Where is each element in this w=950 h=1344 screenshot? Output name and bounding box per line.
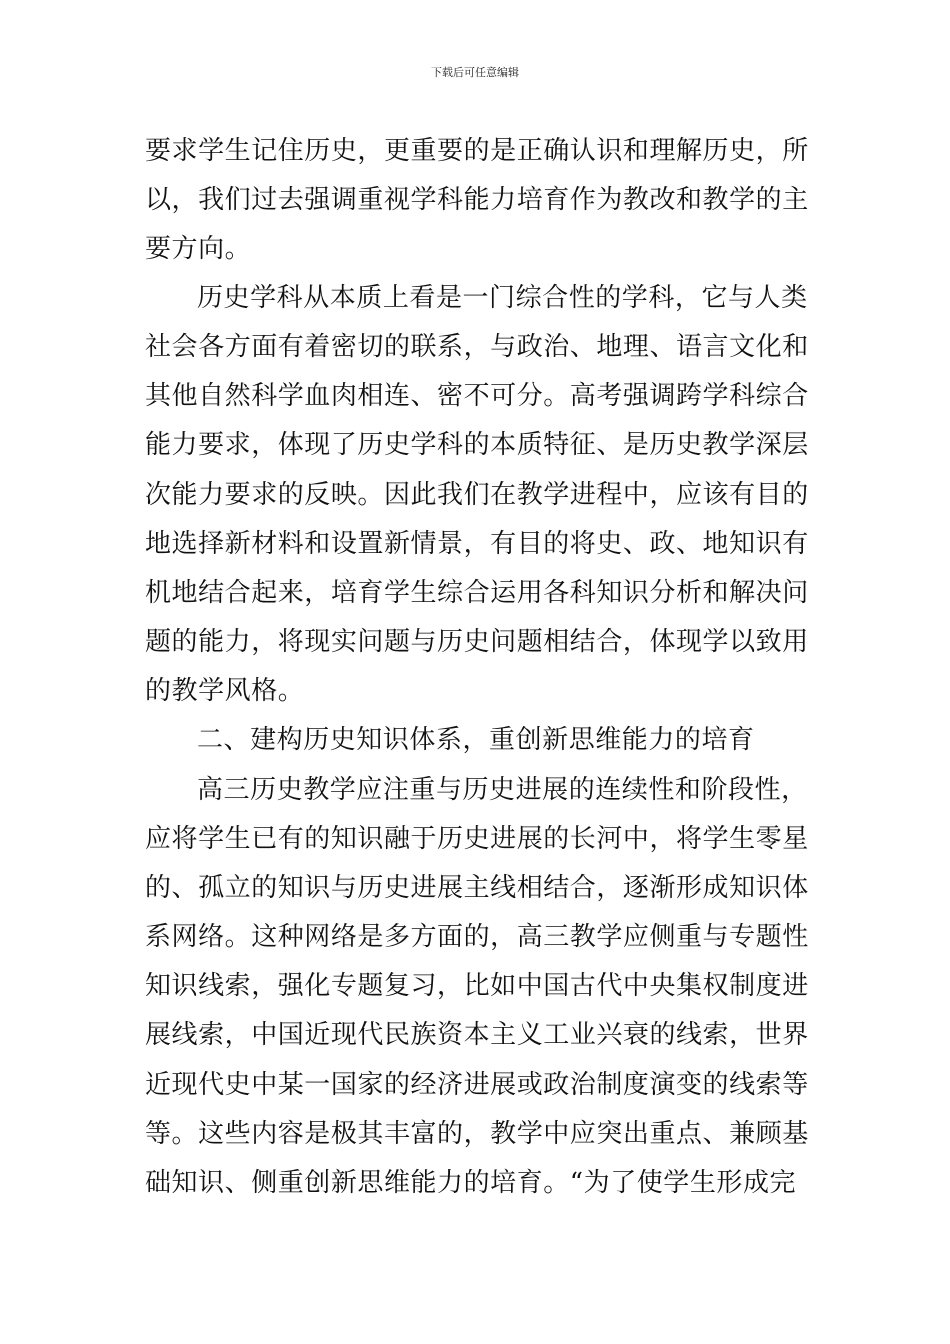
paragraph-start-line: 历史学科从本质上看是一门综合性的学科，它与人类 [197,283,808,313]
text-line: 其他自然科学血肉相连、密不可分。高考强调跨学科综合 [145,381,809,411]
text-line: 应将学生已有的知识融于历史进展的长河中，将学生零星 [145,824,809,854]
section-heading: 二、建构历史知识体系，重创新思维能力的培育 [197,725,755,755]
text-line: 系网络。这种网络是多方面的，高三教学应侧重与专题性 [145,922,809,952]
text-line: 的、孤立的知识与历史进展主线相结合，逐渐形成知识体 [145,873,809,903]
text-line: 础知识、侧重创新思维能力的培育。“为了使学生形成完 [145,1168,797,1198]
text-line: 等。这些内容是极其丰富的，教学中应突出重点、兼顾基 [145,1119,809,1149]
text-line: 机地结合起来，培育学生综合运用各科知识分析和解决问 [145,578,809,608]
text-line: 次能力要求的反映。因此我们在教学进程中，应该有目的 [145,480,809,510]
text-line: 要方向。 [145,234,252,264]
download-note: 下载后可任意编辑 [431,66,519,79]
text-line: 的教学风格。 [145,676,305,706]
text-line: 以，我们过去强调重视学科能力培育作为教改和教学的主 [145,185,809,215]
paragraph-start-line: 高三历史教学应注重与历史进展的连续性和阶段性， [197,775,808,805]
text-line: 题的能力，将现实问题与历史问题相结合，体现学以致用 [145,627,809,657]
text-line: 近现代史中某一国家的经济进展或政治制度演变的线索等 [145,1070,809,1100]
text-line: 知识线索，强化专题复习，比如中国古代中央集权制度进 [145,971,809,1001]
text-line: 要求学生记住历史，更重要的是正确认识和理解历史，所 [145,136,809,166]
text-line: 地选择新材料和设置新情景，有目的将史、政、地知识有 [145,529,809,559]
text-line: 能力要求，体现了历史学科的本质特征、是历史教学深层 [145,430,809,460]
text-line: 展线索，中国近现代民族资本主义工业兴衰的线索，世界 [145,1020,809,1050]
text-line: 社会各方面有着密切的联系，与政治、地理、语言文化和 [145,332,809,362]
